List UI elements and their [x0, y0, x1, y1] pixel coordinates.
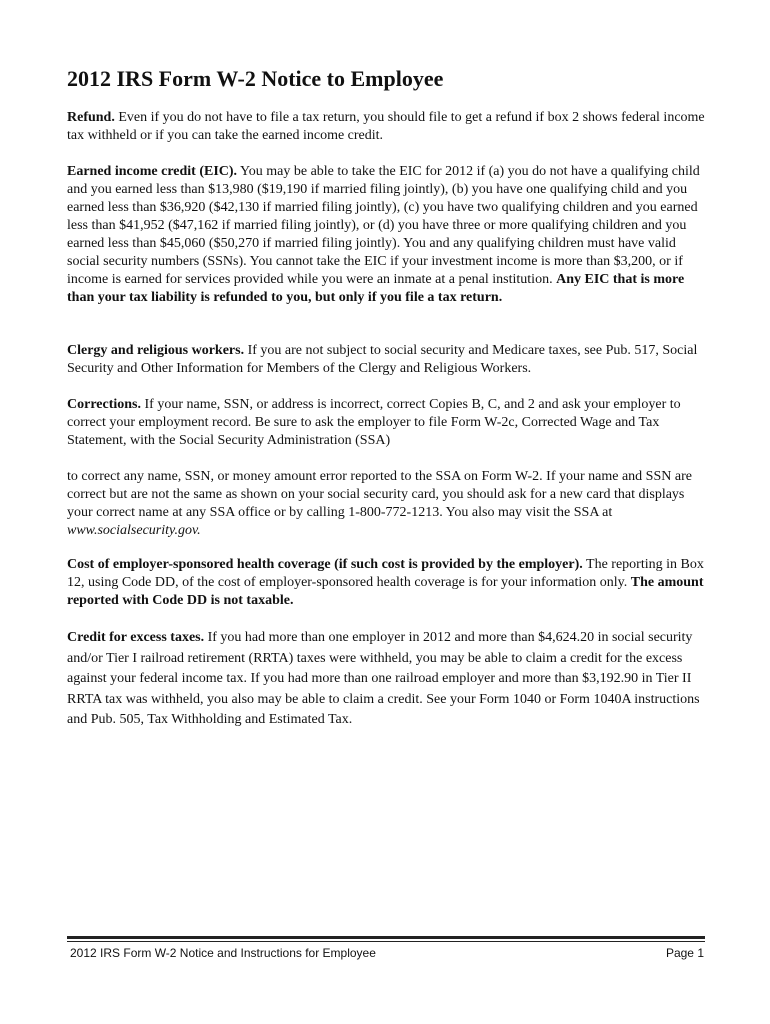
clergy-heading: Clergy and religious workers.: [67, 343, 245, 358]
eic-text: You may be able to take the EIC for 2012 if (a) you do not have a qualifying child and you earned less than $13,980 ($19,190 if married filing jointly), (b) you have one qualifying child and you earned less than $36,920 ($42,130 if married filing jointly), (c) you have two qualifying children and you earned less than $41,952 ($47,162 if married filing jointly), or (d) you have three or more qualifying children and you earned less than $45,060 ($50,270 if married filing jointly). You and any qualifying children must have valid social security numbers (SSNs). You cannot take the EIC if your investment income is more than $3,200, or if income is earned for services provided while you were an inmate at a penal institution.: [67, 164, 700, 287]
page-title: 2012 IRS Form W-2 Notice to Employee: [67, 66, 444, 91]
refund-heading: Refund.: [67, 110, 115, 125]
excess-taxes-paragraph: [67, 628, 707, 731]
health-coverage-heading: Cost of employer-sponsored health coverage (if such cost is provided by the employer).: [67, 557, 583, 572]
health-coverage-text: The reporting in Box 12, using Code DD, of the cost of employer-sponsored health coverage is for your information only.: [67, 557, 704, 590]
footer-title: 2012 IRS Form W-2 Notice and Instructions for Employee: [70, 946, 376, 960]
corrections-continued-text: to correct any name, SSN, or money amount error reported to the SSA on Form W-2. If your name and SSN are correct but are not the same as shown on your social security card, you should ask for a new card that displays your correct name at any SSA office or by calling 1-800-772-1213. You also may visit the SSA at: [67, 469, 692, 520]
footer-page-number: Page 1: [665, 946, 704, 960]
health-coverage-bold-note: The amount reported with Code DD is not taxable.: [67, 575, 704, 608]
corrections-paragraph: [67, 396, 707, 450]
refund-text: Even if you do not have to file a tax return, you should file to get a refund if box 2 shows federal income tax withheld or if you can take the earned income credit.: [67, 110, 705, 143]
clergy-text: If you are not subject to social security and Medicare taxes, see Pub. 517, Social Security and Other Information for Members of the Clergy and Religious Workers.: [67, 343, 698, 376]
corrections-continued-paragraph: [67, 468, 707, 540]
footer-divider-thick: [67, 936, 705, 939]
clergy-paragraph: [67, 342, 707, 378]
eic-paragraph: [67, 163, 707, 307]
eic-bold-note: Any EIC that is more than your tax liability is refunded to you, but only if you file a tax return.: [67, 272, 685, 305]
excess-taxes-heading: Credit for excess taxes.: [67, 630, 205, 645]
corrections-heading: Corrections.: [67, 397, 141, 412]
ssa-website-link: www.socialsecurity.gov.: [67, 523, 201, 538]
excess-taxes-text: If you had more than one employer in 2012 and more than $4,624.20 in social security and/or Tier I railroad retirement (RRTA) taxes were withheld, you may be able to claim a credit for the excess against your federal income tax. If you had more than one railroad employer and more than $3,192.90 in Tier II RRTA tax was withheld, you also may be able to claim a credit. See your Form 1040 or Form 1040A instructions and Pub. 505, Tax Withholding and Estimated Tax.: [67, 630, 700, 728]
refund-paragraph: [67, 109, 707, 145]
health-coverage-paragraph: [67, 556, 707, 610]
eic-heading: Earned income credit (EIC).: [67, 164, 238, 179]
corrections-text: If your name, SSN, or address is incorrect, correct Copies B, C, and 2 and ask your employer to correct your employment record. Be sure to ask the employer to file Form W-2c, Corrected Wage and Tax Statement, with the Social Security Administration (SSA): [67, 397, 681, 448]
footer-divider-thin: [67, 941, 705, 942]
